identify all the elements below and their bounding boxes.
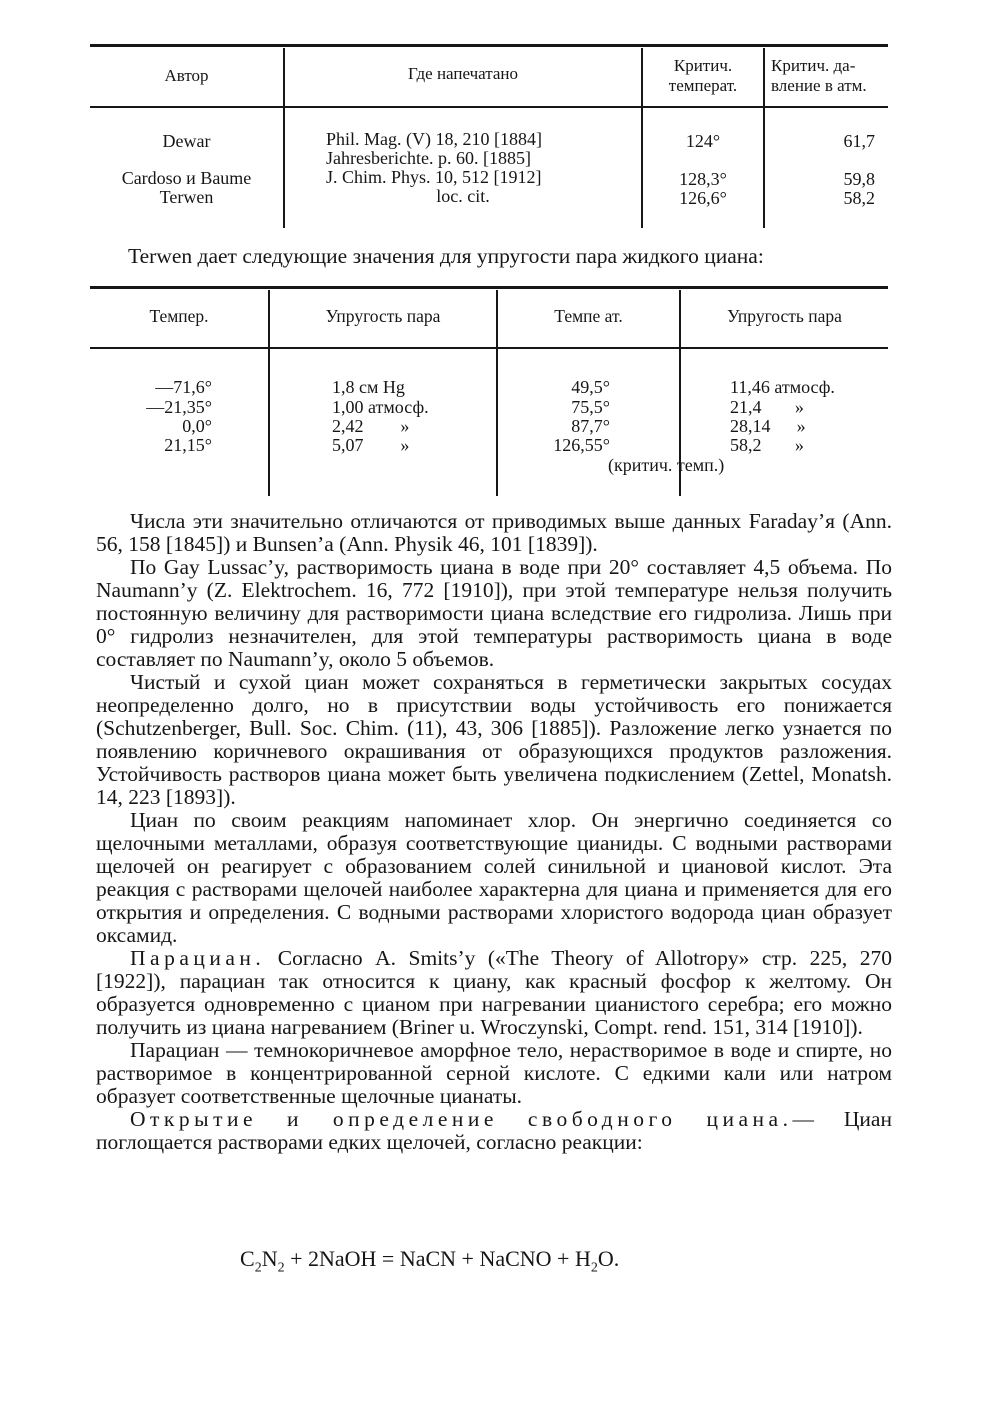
row-press: 61,7 (843, 131, 875, 151)
header-temp-1: Темпер. (149, 306, 209, 326)
table-top-rule (90, 286, 888, 289)
row-press: 58,2 (843, 188, 875, 208)
row-temp-2: 49,5° (571, 377, 610, 397)
row-pressure-2: 28,14 » (730, 416, 806, 436)
row-pressure-1: 1,00 атмосф. (332, 397, 429, 417)
row-where: Phil. Mag. (V) 18, 210 [1884] (326, 129, 542, 149)
critical-temp-note: (критич. темп.) (608, 455, 725, 475)
header-pressure-1: Упругость пара (325, 306, 441, 326)
reaction-equation: $C_2N_2$ + 2NaOH = NaCN + NaCNO + $H_2O$. (240, 1246, 620, 1276)
row-where: J. Chim. Phys. 10, 512 [1912] (326, 167, 542, 187)
row-temp-1: 21,15° (164, 435, 212, 455)
row-author: Dewar (162, 131, 211, 151)
table-header-rule (90, 106, 888, 108)
row-where: loc. cit. (436, 186, 490, 206)
row-temp: 128,3° (679, 169, 727, 189)
row-pressure-2: 11,46 атмосф. (730, 377, 835, 397)
row-temp-1: —71,6° (155, 377, 212, 397)
intro-sentence: Terwen дает следующие значения для упругости пара жидкого циана: (128, 244, 764, 268)
header-pressure-2: Упругость пара (727, 306, 842, 326)
paragraph: По Gay Lussac’y, растворимость циана в воде при 20° составляет 4,5 объема. По Naumann’y (Z. Elektrochem. 16, 772 [1910]), при этой температуре нельзя получить постоянную величину для растворимости циана вследствие его гидролиза. Лишь при 0° гидролиз незначителен, для этой температуры растворимость циана в воде составляет по Naumann’y, около 5 объемов. (96, 555, 892, 671)
row-temp-2: 87,7° (571, 416, 610, 436)
table-header-rule (90, 347, 888, 349)
paragraph: Открытие и определение свободного циана.— Циан поглощается растворами едких щелочей, согласно реакции: (96, 1107, 892, 1154)
row-temp-2: 75,5° (571, 397, 610, 417)
row-where: Jahresberichte. p. 60. [1885] (326, 148, 531, 168)
row-pressure-2: 58,2 » (730, 435, 804, 455)
row-pressure-1: 2,42 » (332, 416, 410, 436)
header-temp-2: Темпе ат. (554, 306, 623, 326)
row-press: 59,8 (843, 169, 875, 189)
paragraph: Числа эти значительно отличаются от приводимых выше данных Faraday’я (Ann. 56, 158 [1845]) и Bunsen’a (Ann. Physik 46, 101 [1839]). (96, 509, 892, 556)
row-author: Terwen (159, 187, 214, 207)
header-where: Где напечатано (407, 64, 519, 83)
critical-constants-table (90, 44, 888, 230)
row-temp: 126,6° (679, 188, 727, 208)
table-top-rule (90, 44, 888, 47)
paragraph: Чистый и сухой циан может сохраняться в герметически закрытых сосудах неопределенно долго, но в присутствии воды устойчивость его понижается (Schutzenberger, Bull. Soc. Chim. (11), 43, 306 [1885]). Разложение легко узнается по появлению коричневого окрашивания от образующихся продуктов разложения. Устойчивость растворов циана может быть увеличена подкислением (Zettel, Monatsh. 14, 223 [1893]). (96, 670, 892, 809)
paragraph: Парациан. Согласно A. Smits’y («The Theory of Allotropy» стр. 225, 270 [1922]), парациан так относится к циану, как красный фосфор к желтому. Он образуется одновременно с цианом при нагревании цианистого серебра; его можно получить из циана нагреванием (Briner u. Wroczynski, Compt. rend. 151, 314 [1910]). (96, 946, 892, 1039)
header-author: Автор (164, 66, 209, 85)
row-pressure-2: 21,4 » (730, 397, 804, 417)
header-crit-press: Критич. да- вление в атм. (771, 56, 867, 95)
row-temp-2: 126,55° (553, 435, 610, 455)
row-temp-1: 0,0° (182, 416, 212, 436)
body-text (96, 510, 892, 1154)
row-pressure-1: 5,07 » (332, 435, 410, 455)
vapor-pressure-table (90, 286, 888, 498)
paragraph: Циан по своим реакциям напоминает хлор. Он энергично соединяется со щелочными металлами, образуя соответствующие цианиды. С водными растворами щелочей он реагирует с образованием солей синильной и циановой кислот. Эта реакция с растворами щелочей наиболее характерна для циана и применяется для его открытия и определения. С водными растворами хлористого водорода циан образует оксамид. (96, 808, 892, 947)
spaced-heading: Парациан. (130, 946, 266, 970)
spaced-heading: Открытие и определение свободного циана.— (130, 1107, 819, 1131)
row-temp-1: —21,35° (146, 397, 212, 417)
paragraph: Парациан — темнокоричневое аморфное тело, нерастворимое в воде и спирте, но растворимое в концентрированной серной кислоте. С едкими кали или натром образует соответственные щелочные цианаты. (96, 1038, 892, 1108)
header-crit-temp: Критич. температ. (668, 56, 738, 95)
row-author: Cardoso и Baume (121, 168, 252, 188)
row-temp: 124° (685, 131, 721, 151)
row-pressure-1: 1,8 см Hg (332, 377, 405, 397)
